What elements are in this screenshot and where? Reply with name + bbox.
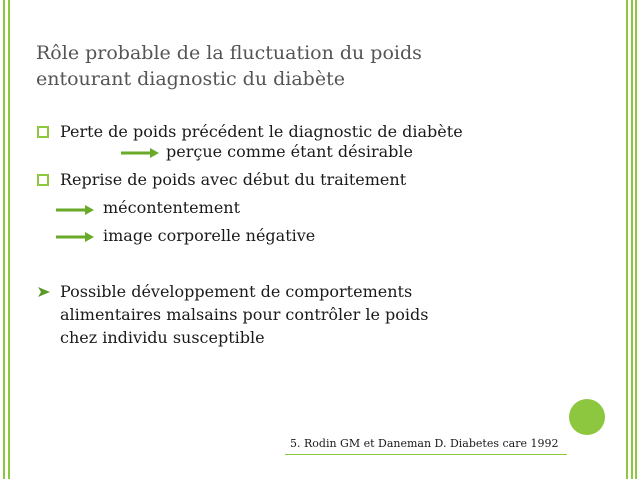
- citation-underline: [285, 454, 567, 455]
- decorative-circle: [569, 399, 605, 435]
- title-line-2: entourant diagnostic du diabète: [36, 68, 345, 90]
- bullet-1-arrow-line-1: perçue comme étant désirable: [166, 142, 413, 161]
- square-bullet-icon: [36, 125, 50, 139]
- right-arrow-icon: [121, 148, 159, 158]
- bullet-2-arrow-line-1: mécontentement: [103, 198, 241, 217]
- bullet-2-text: Reprise de poids avec début du traitement: [60, 170, 407, 189]
- arrowhead-bullet-icon: [37, 285, 51, 299]
- bullet-2-arrow-line-2: image corporelle négative: [103, 226, 316, 245]
- left-border-lines: [0, 0, 10, 479]
- right-arrow-icon: [56, 232, 94, 242]
- bullet-3-line-2: alimentaires malsains pour contrôler le poids: [60, 305, 429, 324]
- right-border-lines: [624, 0, 636, 479]
- right-arrow-icon: [56, 205, 94, 215]
- title-line-1: Rôle probable de la fluctuation du poids: [36, 42, 422, 64]
- slide-title: [36, 40, 556, 92]
- bullet-3-line-1: Possible développement de comportements: [60, 282, 413, 301]
- citation: 5. Rodin GM et Daneman D. Diabetes care 1992: [290, 437, 559, 450]
- square-bullet-icon: [36, 173, 50, 187]
- bullet-3-line-3: chez individu susceptible: [60, 328, 265, 347]
- bullet-1-text: Perte de poids précédent le diagnostic de diabète: [60, 122, 463, 141]
